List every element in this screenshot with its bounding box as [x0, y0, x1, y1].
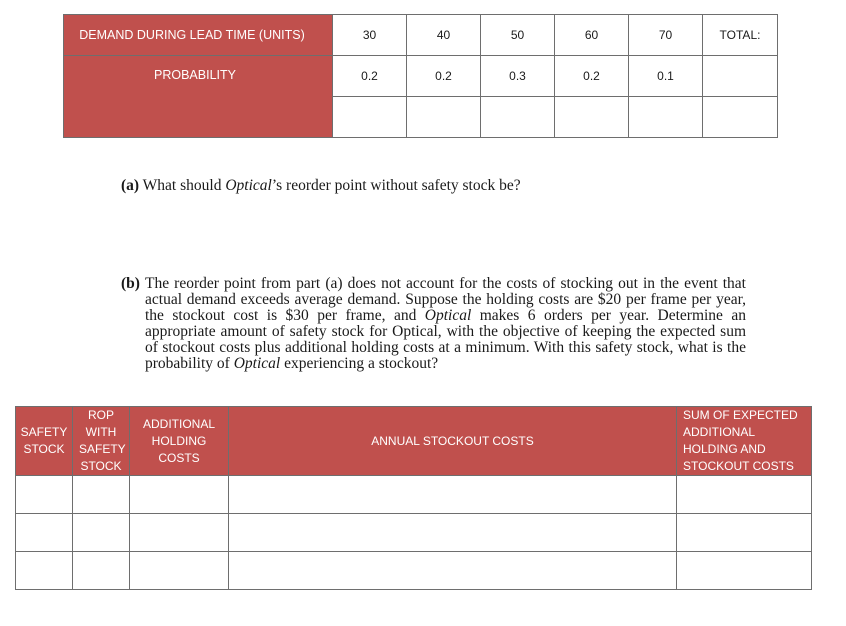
answer-cell[interactable] — [333, 97, 407, 138]
answer-cell[interactable] — [73, 514, 130, 552]
probability-total-cell — [703, 56, 778, 97]
question-a-label: (a) — [121, 177, 140, 194]
safety-stock-cost-table — [15, 406, 812, 590]
demand-row — [64, 15, 778, 56]
demand-value-cell: 30 — [333, 15, 407, 56]
answer-cell[interactable] — [16, 514, 73, 552]
safety-stock-header: SAFETY STOCK — [16, 407, 73, 476]
answer-cell[interactable] — [130, 552, 229, 590]
question-b-text: experiencing a stockout? — [280, 355, 439, 372]
question-b-label: (b) — [121, 275, 140, 292]
probability-cell: 0.3 — [481, 56, 555, 97]
probability-cell: 0.2 — [555, 56, 629, 97]
company-name: Optical — [424, 307, 472, 324]
answer-cell[interactable] — [629, 97, 703, 138]
answer-cell[interactable] — [555, 97, 629, 138]
demand-value-cell: 70 — [629, 15, 703, 56]
stockout-costs-header: ANNUAL STOCKOUT COSTS — [229, 407, 677, 476]
sum-costs-header: SUM OF EXPECTED ADDITIONAL HOLDING AND STOCKOUT COSTS — [677, 407, 812, 476]
total-header: TOTAL: — [703, 15, 778, 56]
answer-cell[interactable] — [703, 97, 778, 138]
answer-cell[interactable] — [130, 476, 229, 514]
company-name: Optical — [225, 177, 272, 194]
answer-cell[interactable] — [130, 514, 229, 552]
demand-value-cell: 50 — [481, 15, 555, 56]
answer-cell[interactable] — [407, 97, 481, 138]
answer-cell[interactable] — [677, 476, 812, 514]
demand-probability-table — [63, 14, 778, 138]
demand-value-cell: 40 — [407, 15, 481, 56]
probability-row — [64, 56, 778, 97]
table-row — [16, 552, 812, 590]
answer-cell[interactable] — [677, 552, 812, 590]
question-b — [121, 276, 746, 372]
answer-cell[interactable] — [229, 552, 677, 590]
question-b-text: makes 6 orders per year. Determine an appropriate amount of safety stock for Optical, with the objective of keeping the expected sum of stockout costs plus additional holding costs at a minimum. With this safety stock, what is the probability of — [145, 307, 747, 372]
demand-value-cell: 60 — [555, 15, 629, 56]
cost-header-row — [16, 407, 812, 476]
question-a-text: ’s reorder point without safety stock be? — [271, 177, 521, 194]
holding-costs-header: ADDITIONAL HOLDING COSTS — [130, 407, 229, 476]
table-row — [16, 476, 812, 514]
probability-cell: 0.2 — [333, 56, 407, 97]
answer-cell[interactable] — [73, 552, 130, 590]
question-a — [121, 178, 521, 194]
answer-cell[interactable] — [16, 552, 73, 590]
demand-header: DEMAND DURING LEAD TIME (UNITS) — [64, 15, 333, 56]
company-name: Optical — [233, 355, 281, 372]
answer-cell[interactable] — [481, 97, 555, 138]
answer-cell[interactable] — [16, 476, 73, 514]
answer-cell[interactable] — [229, 476, 677, 514]
question-b-text: The reorder point from part (a) does not account for the costs of stocking out in the event that actual demand exceeds average demand. Suppose the holding costs are $20 per frame per year, the stockout cost is $30 per frame, and — [145, 275, 746, 324]
table-row — [16, 514, 812, 552]
rop-header: ROP WITH SAFETY STOCK — [73, 407, 130, 476]
question-a-text: What should — [139, 177, 226, 194]
answer-cell[interactable] — [677, 514, 812, 552]
answer-cell[interactable] — [229, 514, 677, 552]
probability-cell: 0.2 — [407, 56, 481, 97]
question-b-body — [145, 276, 746, 372]
probability-cell: 0.1 — [629, 56, 703, 97]
probability-header: PROBABILITY — [64, 56, 333, 138]
answer-cell[interactable] — [73, 476, 130, 514]
